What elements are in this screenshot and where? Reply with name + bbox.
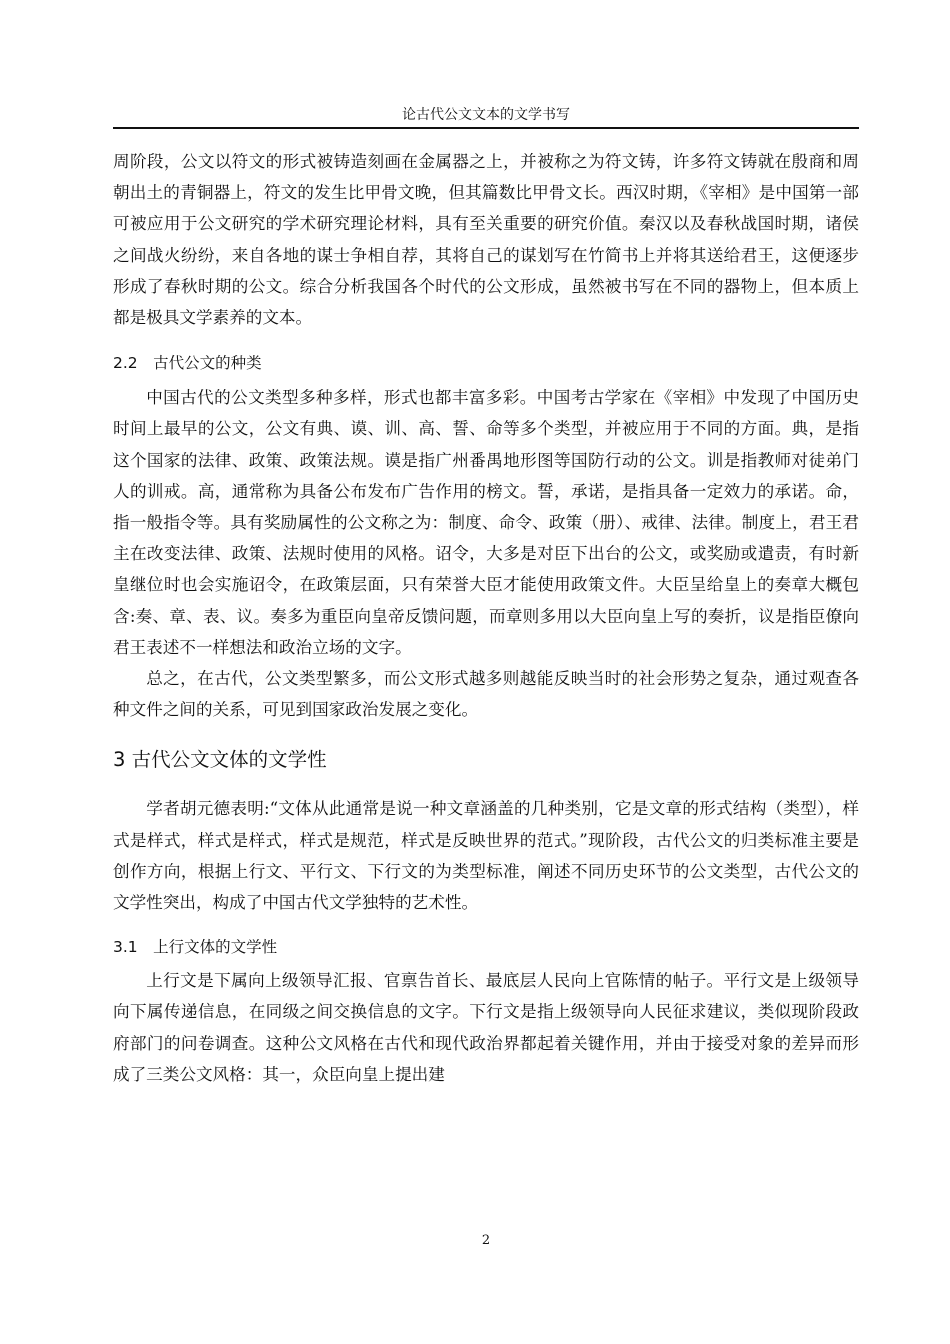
paragraph-continuation: 周阶段，公文以符文的形式被铸造刻画在金属器之上，并被称之为符文铸，许多符文铸就在殷商和周朝出土的青铜器上，符文的发生比甲骨文晚，但其篇数比甲骨文长。西汉时期，《宰相》是中国第一部可被应用于公文研究的学术研究理论材料，具有至关重要的研究价值。秦汉以及春秋战国时期，诸侯之间战火纷纷，来自各地的谋士争相自荐，其将自己的谋划写在竹简书上并将其送给君王，这便逐步形成了春秋时期的公文。综合分析我国各个时代的公文形成，虽然被书写在不同的器物上，但本质上都是极具文学素养的文本。 xyxy=(113,152,859,328)
running-header-title: 论古代公文文本的文学书写 xyxy=(402,107,570,123)
paragraph-types-of-documents: 中国古代的公文类型多种多样，形式也都丰富多彩。中国考古学家在《宰相》中发现了中国历史时间上最早的公文，公文有典、谟、训、高、誓、命等多个类型，并被应用于不同的方面。典，是指这个国家的法律、政策、政策法规。谟是指广州番禺地形图等国防行动的公文。训是指教师对徒弟门人的训戒。高，通常称为具备公布发布广告作用的榜文。誓，承诺，是指具备一定效力的承诺。命，指一般指令等。具有奖励属性的公文称之为：制度、命令、政策（册）、戒律、法律。制度上，君王君主在改变法律、政策、法规时使用的风格。诏令，大多是对臣下出台的公文，或奖励或遣责，有时新皇继位时也会实施诏令，在政策层面，只有荣誉大臣才能使用政策文件。大臣呈给皇上的奏章大概包含:奏、章、表、议。奏多为重臣向皇帝反馈问题，而章则多用以大臣向皇上写的奏折，议是指臣僚向君王表述不一样想法和政治立场的文字。 xyxy=(113,388,859,657)
body-content xyxy=(113,146,859,1090)
page-number: 2 xyxy=(481,1233,491,1248)
header-divider xyxy=(113,127,859,129)
paragraph-upward-documents: 上行文是下属向上级领导汇报、官禀告首长、最底层人民向上官陈情的帖子。平行文是上级领导向下属传递信息，在同级之间交换信息的文字。下行文是指上级领导向人民征求建议，类似现阶段政府部门的问卷调查。这种公文风格在古代和现代政治界都起着关键作用，并由于接受对象的差异而形成了三类公文风格：其一，众臣向皇上提出建 xyxy=(113,971,859,1084)
section-heading-3-1: 3.1 上行文体的文学性 xyxy=(113,938,278,957)
paragraph-summary: 总之，在古代，公文类型繁多，而公文形式越多则越能反映当时的社会形势之复杂，通过观查各种文件之间的关系，可见到国家政治发展之变化。 xyxy=(113,669,859,720)
paragraph-literary-quote: 学者胡元德表明:“文体从此通常是说一种文章涵盖的几种类别，它是文章的形式结构（类型），样式是样式，样式是样式，样式是规范，样式是反映世界的范式。”现阶段，古代公文的归类标准主要是创作方向，根据上行文、平行文、下行文的为类型标准，阐述不同历史环节的公文类型，古代公文的文学性突出，构成了中国古代文学独特的艺术性。 xyxy=(113,799,859,913)
section-heading-2-2: 2.2 古代公文的种类 xyxy=(113,354,262,373)
section-heading-3: 3 古代公文文体的文学性 xyxy=(113,748,327,772)
